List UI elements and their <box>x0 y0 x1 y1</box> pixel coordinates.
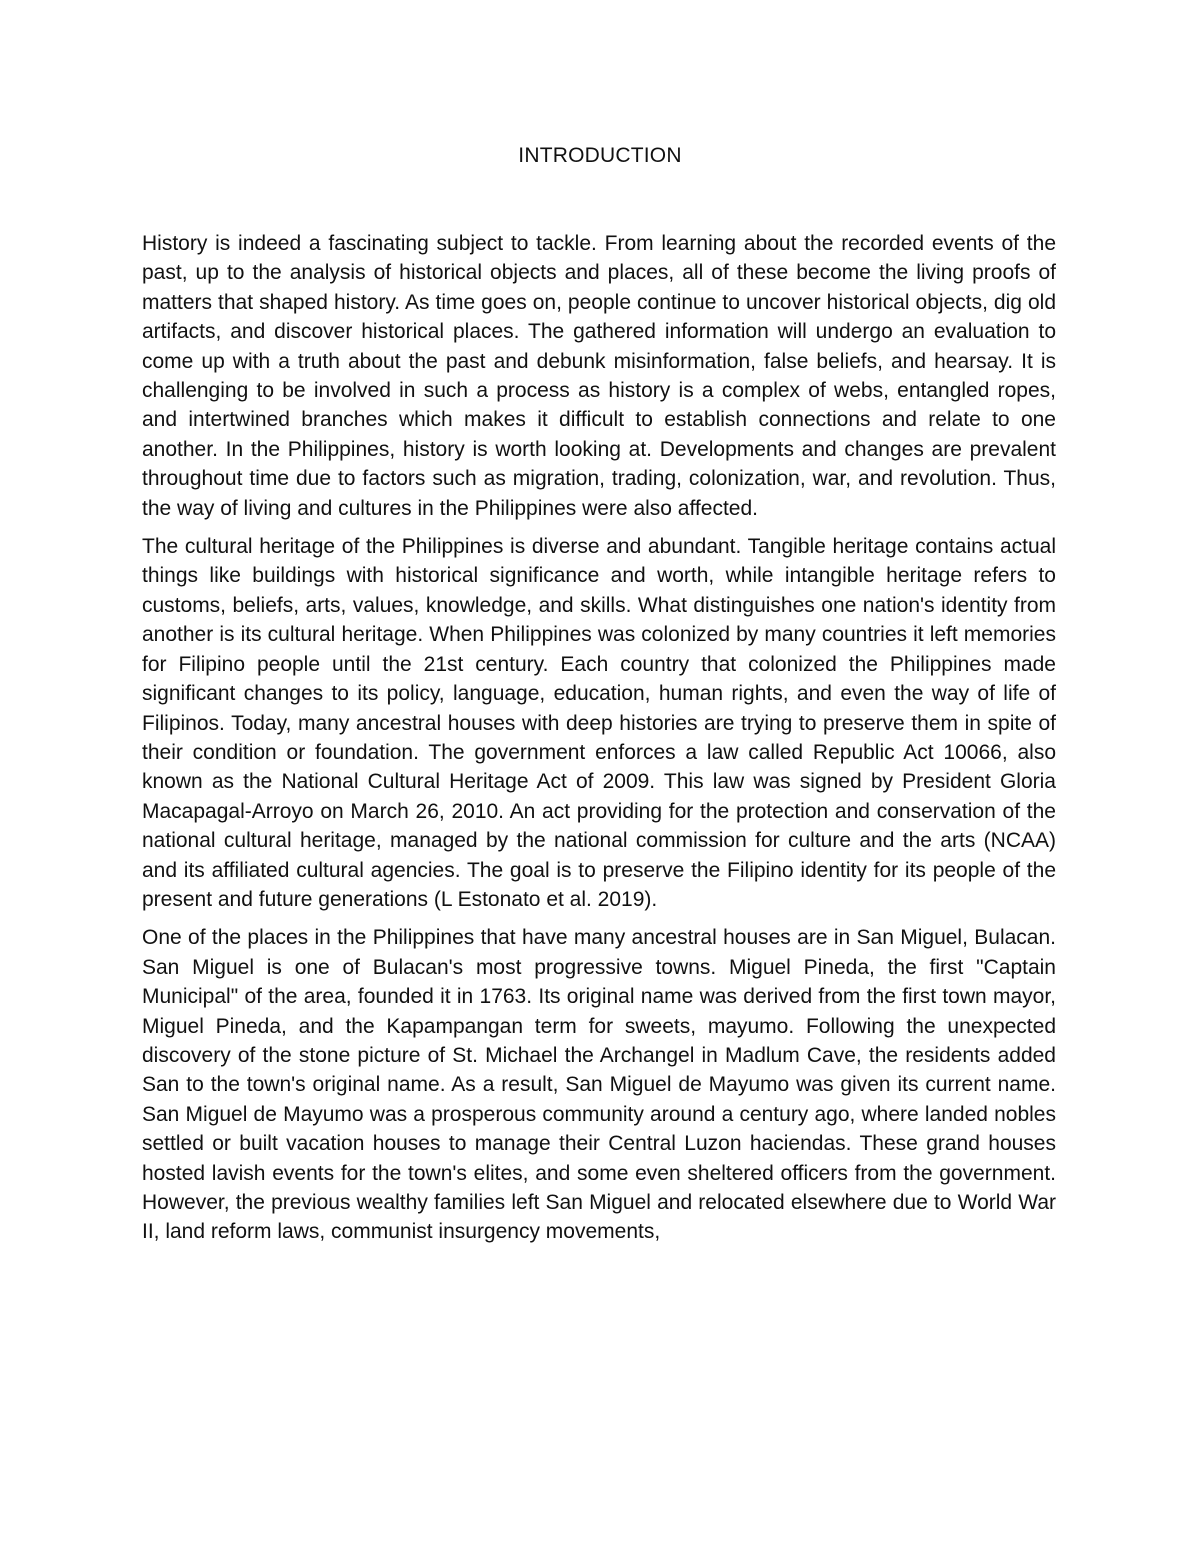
paragraph-san-miguel: One of the places in the Philippines that have many ancestral houses are in San Miguel, Bulacan. San Miguel is one of Bulacan's most progressive towns. Miguel Pineda, the first "Captain Municipal" of the area, founded it in 1763. Its original name was derived from the first town mayor, Miguel Pineda, and the Kapampangan term for sweets, mayumo. Following the unexpected discovery of the stone picture of St. Michael the Archangel in Madlum Cave, the residents added San to the town's original name. As a result, San Miguel de Mayumo was given its current name. San Miguel de Mayumo was a prosperous community around a century ago, where landed nobles settled or built vacation houses to manage their Central Luzon haciendas. These grand houses hosted lavish events for the town's elites, and some even sheltered officers from the government. However, the previous wealthy families left San Miguel and relocated elsewhere due to World War II, land reform laws, communist insurgency movements, <box>142 926 1056 1244</box>
paragraph-history-intro: History is indeed a fascinating subject to tackle. From learning about the recorded events of the past, up to the analysis of historical objects and places, all of these become the living proofs of matters that shaped history. As time goes on, people continue to uncover historical objects, dig old artifacts, and discover historical places. The gathered information will undergo an evaluation to come up with a truth about the past and debunk misinformation, false beliefs, and hearsay. It is challenging to be involved in such a process as history is a complex of webs, entangled ropes, and intertwined branches which makes it difficult to establish connections and relate to one another. In the Philippines, history is worth looking at. Developments and changes are prevalent throughout time due to factors such as migration, trading, colonization, war, and revolution. Thus, the way of living and cultures in the Philippines were also affected. <box>142 232 1056 520</box>
page-title: INTRODUCTION <box>518 144 682 167</box>
paragraph-cultural-heritage: The cultural heritage of the Philippines is diverse and abundant. Tangible heritage contains actual things like buildings with historical significance and worth, while intangible heritage refers to customs, beliefs, arts, values, knowledge, and skills. What distinguishes one nation's identity from another is its cultural heritage. When Philippines was colonized by many countries it left memories for Filipino people until the 21st century. Each country that colonized the Philippines made significant changes to its policy, language, education, human rights, and even the way of life of Filipinos. Today, many ancestral houses with deep histories are trying to preserve them in spite of their condition or foundation. The government enforces a law called Republic Act 10066, also known as the National Cultural Heritage Act of 2009. This law was signed by President Gloria Macapagal-Arroyo on March 26, 2010. An act providing for the protection and conservation of the national cultural heritage, managed by the national commission for culture and the arts (NCAA) and its affiliated cultural agencies. The goal is to preserve the Filipino identity for its people of the present and future generations (L Estonato et al. 2019). <box>142 535 1056 911</box>
body-text <box>142 229 1056 1256</box>
